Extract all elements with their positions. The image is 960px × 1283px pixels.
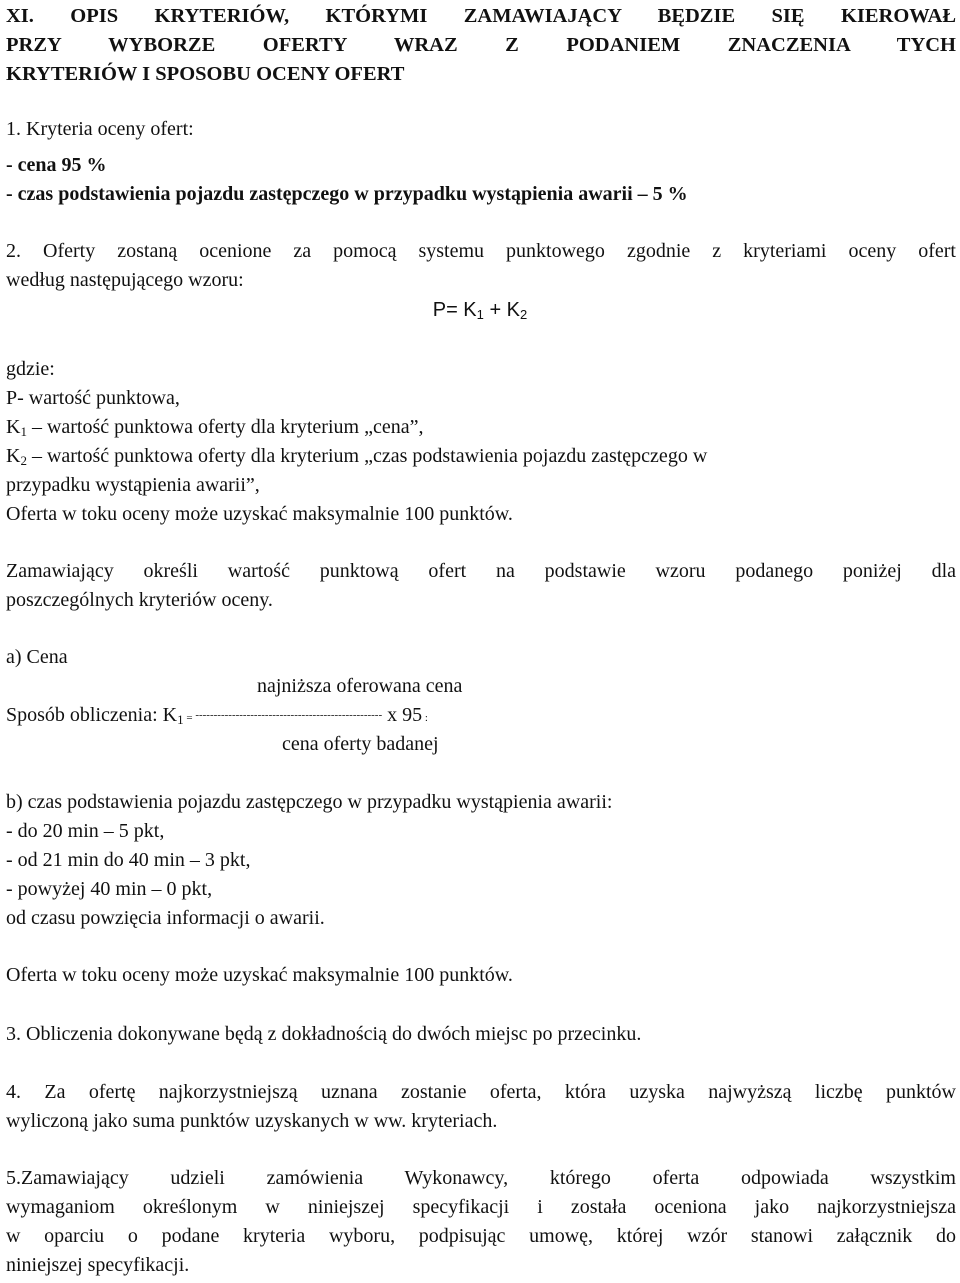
section-4-line-2: wyliczoną jako suma punktów uzyskanych w ww. kryteriach. <box>6 1110 498 1132</box>
section-5-line-2: wymaganiom określonym w niniejszej specyfikacji i została oceniona jako najkorzystniejsza <box>6 1196 956 1218</box>
time-criterion-item-2: - od 21 min do 40 min – 3 pkt, <box>6 849 251 871</box>
section-heading-line-2: PRZY WYBORZE OFERTY WRAZ Z PODANIEM ZNACZENIA TYCH <box>6 34 956 56</box>
section-4-line-1: 4. Za ofertę najkorzystniejszą uznana zostanie oferta, która uzyska najwyższą liczbę punktów <box>6 1081 956 1103</box>
scoring-intro-line-2: poszczególnych kryteriów oceny. <box>6 589 273 611</box>
section-heading-line-1: XI. OPIS KRYTERIÓW, KTÓRYMI ZAMAWIAJĄCY BĘDZIE SIĘ KIEROWAŁ <box>6 5 956 27</box>
where-label: gdzie: <box>6 358 55 380</box>
price-criterion-title: a) Cena <box>6 646 68 668</box>
criteria-item-time: - czas podstawienia pojazdu zastępczego w przypadku wystąpienia awarii – 5 % <box>6 183 688 205</box>
section-2-line-1: 2. Oferty zostaną ocenione za pomocą systemu punktowego zgodnie z kryteriami oceny ofert <box>6 240 956 262</box>
criteria-item-price: - cena 95 % <box>6 154 107 176</box>
definition-k1: $K_1$ – wartość punktowa oferty dla kryterium „cena”, <box>6 416 424 439</box>
section-5-line-4: niniejszej specyfikacji. <box>6 1254 190 1276</box>
price-formula-denominator: cena oferty badanej <box>282 733 439 755</box>
max-points-note: Oferta w toku oceny może uzyskać maksymalnie 100 punktów. <box>6 503 513 525</box>
scoring-intro-line-1: Zamawiający określi wartość punktową ofert na podstawie wzoru podanego poniżej dla <box>6 560 956 582</box>
section-heading-line-3: KRYTERIÓW I SPOSOBU OCENY OFERT <box>6 63 405 85</box>
time-max-points-note: Oferta w toku oceny może uzyskać maksymalnie 100 punktów. <box>6 964 513 986</box>
definition-k2-continued: przypadku wystąpienia awarii”, <box>6 474 260 496</box>
section-2-line-2: według następującego wzoru: <box>6 269 244 291</box>
time-criterion-item-4: od czasu powzięcia informacji o awarii. <box>6 907 325 929</box>
price-formula-numerator: najniższa oferowana cena <box>257 675 463 697</box>
time-criterion-title: b) czas podstawienia pojazdu zastępczego w przypadku wystąpienia awarii: <box>6 791 613 813</box>
criteria-title: 1. Kryteria oceny ofert: <box>6 118 194 140</box>
section-5-line-1: 5.Zamawiający udzieli zamówienia Wykonawcy, którego oferta odpowiada wszystkim <box>6 1167 956 1189</box>
section-3: 3. Obliczenia dokonywane będą z dokładnością do dwóch miejsc po przecinku. <box>6 1023 642 1045</box>
time-criterion-item-3: - powyżej 40 min – 0 pkt, <box>6 878 213 900</box>
definition-k2: $K_2$ – wartość punktowa oferty dla kryterium „czas podstawienia pojazdu zastępczego w <box>6 445 708 468</box>
score-formula: $P= K_1 + K_2$ <box>432 299 528 322</box>
time-criterion-item-1: - do 20 min – 5 pkt, <box>6 820 165 842</box>
definition-p: P- wartość punktowa, <box>6 387 180 409</box>
section-5-line-3: w oparciu o podane kryteria wyboru, podpisując umowę, której wzór stanowi załącznik do <box>6 1225 956 1247</box>
price-formula: Sposób obliczenia: $K_1$ = --------------------------------------------------- x 95 : <box>6 704 428 727</box>
